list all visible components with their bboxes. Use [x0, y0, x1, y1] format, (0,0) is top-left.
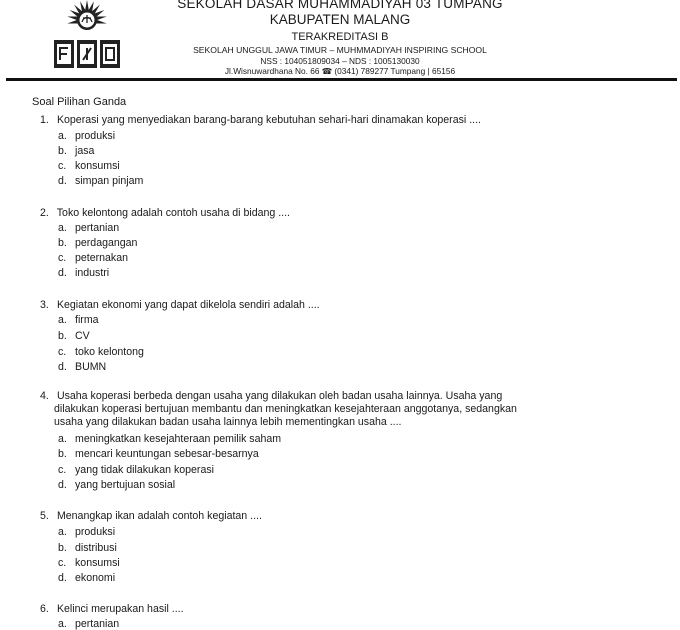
option-text: produksi: [75, 526, 116, 538]
option-text: toko kelontong: [75, 346, 144, 358]
header-divider: [6, 78, 677, 81]
option: [58, 526, 115, 538]
option-text: konsumsi: [75, 160, 120, 172]
question-3: [40, 299, 580, 311]
question-4-continued: [54, 416, 594, 428]
option-text: jasa: [75, 145, 95, 157]
option: [58, 330, 90, 342]
option-letter: a.: [58, 130, 67, 142]
question-2: [40, 207, 580, 219]
option-text: industri: [75, 267, 110, 279]
option-text: mencari keuntungan sebesar-besarnya: [75, 448, 259, 460]
accreditation: TERAKREDITASI B: [291, 31, 389, 43]
option-text: peternakan: [75, 252, 129, 264]
question-number: 5.: [40, 510, 49, 522]
option-letter: a.: [58, 618, 67, 630]
option-letter: c.: [58, 557, 67, 569]
option: [58, 145, 94, 157]
question-text: Menangkap ikan adalah contoh kegiatan ....: [56, 510, 262, 522]
question-4-continued: [54, 403, 594, 415]
option-text: perdagangan: [75, 237, 138, 249]
option: [58, 252, 128, 264]
option-text: pertanian: [75, 222, 120, 234]
option: [58, 479, 175, 491]
option-letter: d.: [58, 267, 67, 279]
option: [58, 130, 115, 142]
question-text: Toko kelontong adalah contoh usaha di bidang ....: [56, 207, 291, 219]
option-letter: d.: [58, 479, 67, 491]
option-text: CV: [75, 330, 90, 342]
question-number: 2.: [40, 207, 49, 219]
option-text: produksi: [75, 130, 116, 142]
option-letter: b.: [58, 448, 67, 460]
question-number: 1.: [40, 114, 49, 126]
option-letter: d.: [58, 175, 67, 187]
option-text: BUMN: [75, 361, 107, 373]
tagline: SEKOLAH UNGGUL JAWA TIMUR – MUHMMADIYAH INSPIRING SCHOOL: [193, 45, 487, 55]
option-letter: a.: [58, 433, 67, 445]
option: [58, 314, 99, 326]
option: [58, 237, 137, 249]
option-text: meningkatkan kesejahteraan pemilik saham: [75, 433, 282, 445]
option-letter: b.: [58, 542, 67, 554]
option-text: firma: [75, 314, 99, 326]
option: [58, 222, 119, 234]
question-text-line: usaha yang dilakukan badan usaha lainnya lebih mementingkan usaha ....: [54, 416, 402, 428]
question-text-line: dilakukan koperasi bertujuan membantu dan meningkatkan kesejahteraan anggotanya, sedangkan: [54, 403, 517, 415]
question-text: Kegiatan ekonomi yang dapat dikelola sendiri adalah ....: [56, 299, 320, 311]
option: [58, 464, 214, 476]
option-letter: a.: [58, 526, 67, 538]
school-logo-icon: [48, 0, 126, 72]
option-letter: c.: [58, 464, 67, 476]
question-number: 3.: [40, 299, 49, 311]
option-letter: d.: [58, 361, 67, 373]
option-text: distribusi: [75, 542, 117, 554]
option: [58, 542, 117, 554]
option-text: konsumsi: [75, 557, 120, 569]
question-number: 6.: [40, 603, 49, 615]
option-letter: b.: [58, 330, 67, 342]
option-letter: d.: [58, 572, 67, 584]
option: [58, 160, 120, 172]
school-ids: NSS : 104051809034 – NDS : 1005130030: [260, 56, 420, 66]
regency: KABUPATEN MALANG: [269, 12, 411, 27]
option: [58, 448, 259, 460]
letterhead: [140, 0, 540, 77]
option: [58, 346, 144, 358]
option-letter: c.: [58, 346, 67, 358]
option-letter: a.: [58, 314, 67, 326]
option-letter: c.: [58, 252, 67, 264]
question-6: [40, 603, 580, 615]
option-text: yang bertujuan sosial: [75, 479, 176, 491]
question-text-line: Usaha koperasi berbeda dengan usaha yang dilakukan oleh badan usaha lainnya. Usaha yang: [56, 390, 503, 402]
option-letter: c.: [58, 160, 67, 172]
section-title: Soal Pilihan Ganda: [32, 96, 127, 108]
option-letter: b.: [58, 237, 67, 249]
question-number: 4.: [40, 390, 49, 402]
school-address: Jl.Wisnuwardhana No. 66 ☎ (0341) 789277 Tumpang | 65156: [224, 66, 456, 76]
question-1: [40, 114, 580, 126]
question-4: [40, 390, 580, 402]
question-5: [40, 510, 580, 522]
option-text: ekonomi: [75, 572, 116, 584]
option: [58, 175, 143, 187]
option: [58, 267, 109, 279]
option: [58, 361, 106, 373]
option-text: simpan pinjam: [75, 175, 144, 187]
school-name: SEKOLAH DASAR MUHAMMADIYAH 03 TUMPANG: [177, 0, 503, 11]
option: [58, 618, 119, 630]
option: [58, 572, 115, 584]
question-text: Koperasi yang menyediakan barang-barang kebutuhan sehari-hari dinamakan koperasi ....: [56, 114, 481, 126]
option-letter: b.: [58, 145, 67, 157]
option: [58, 433, 281, 445]
option-letter: a.: [58, 222, 67, 234]
option: [58, 557, 120, 569]
option-text: yang tidak dilakukan koperasi: [75, 464, 214, 476]
question-text: Kelinci merupakan hasil ....: [56, 603, 184, 615]
option-text: pertanian: [75, 618, 120, 630]
